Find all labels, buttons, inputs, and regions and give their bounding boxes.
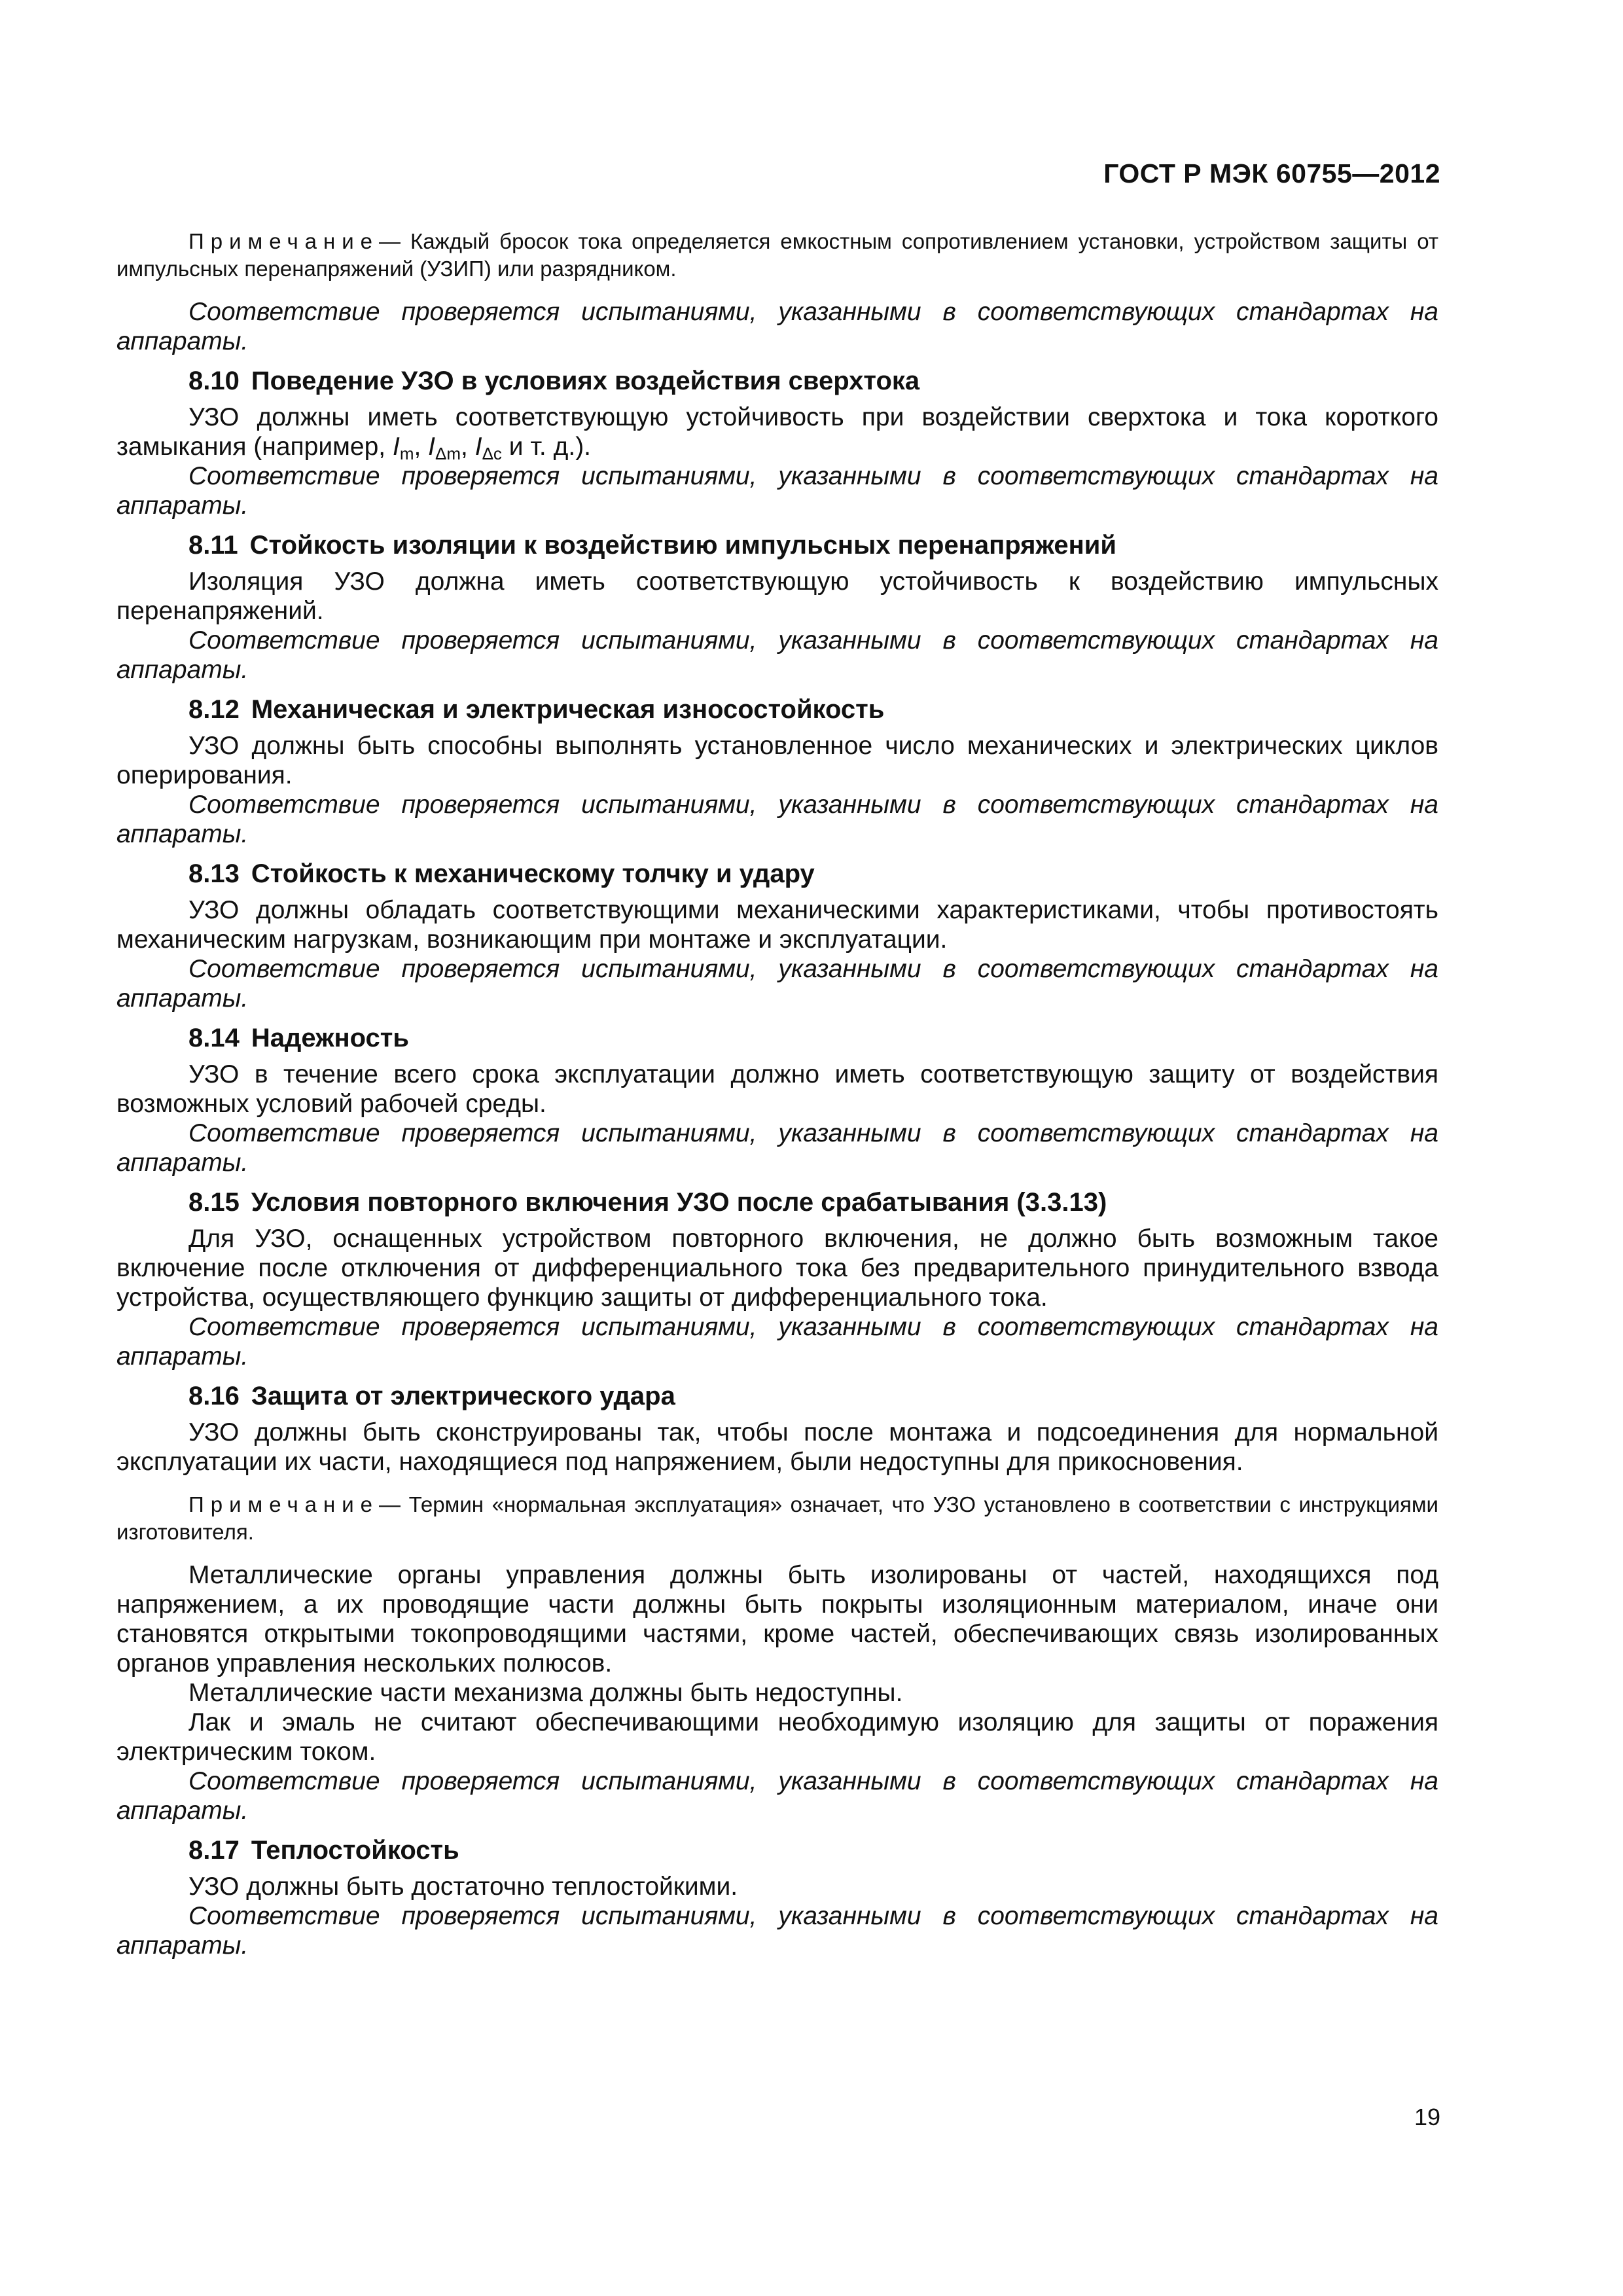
compliance-statement: Соответствие проверяется испытаниями, указанными в соответствующих стандартах на аппараты. bbox=[116, 1313, 1438, 1371]
section-number: 8.10 bbox=[188, 367, 240, 395]
section-heading-8-17 bbox=[116, 1836, 1438, 1865]
section-body: Лак и эмаль не считают обеспечивающими необходимую изоляцию для защиты от поражения электрическим током. bbox=[116, 1708, 1438, 1766]
section-title: Поведение УЗО в условиях воздействия сверхтока bbox=[251, 367, 920, 395]
section-body: УЗО должны быть сконструированы так, чтобы после монтажа и подсоединения для нормальной эксплуатации их части, находящиеся под напряжением, были недоступны для прикосновения. bbox=[116, 1418, 1438, 1476]
section-body: Изоляция УЗО должна иметь соответствующую устойчивость к воздействию импульсных перенапряжений. bbox=[116, 567, 1438, 625]
section-title: Стойкость к механическому толчку и удару bbox=[251, 859, 815, 888]
section-body: УЗО должны быть способны выполнять установленное число механических и электрических циклов оперирования. bbox=[116, 732, 1438, 789]
section-body: Металлические органы управления должны быть изолированы от частей, находящихся под напряжением, а их проводящие части должны быть покрыты изоляционным материалом, иначе они становятся открытыми токопроводящими частями, кроме частей, обеспечивающих связь изолированных органов управления нескольких полюсов. bbox=[116, 1561, 1438, 1677]
compliance-statement: Соответствие проверяется испытаниями, указанными в соответствующих стандартах на аппараты. bbox=[116, 1119, 1438, 1177]
note-label: Примечание bbox=[188, 229, 380, 253]
section-heading-8-16 bbox=[116, 1382, 1438, 1411]
section-title: Стойкость изоляции к воздействию импульсных перенапряжений bbox=[249, 531, 1116, 560]
symbol: I bbox=[474, 433, 482, 461]
compliance-statement: Соответствие проверяется испытаниями, указанными в соответствующих стандартах на аппараты. bbox=[116, 462, 1438, 520]
section-number: 8.14 bbox=[188, 1024, 240, 1052]
body-text: и т. д.). bbox=[501, 433, 592, 461]
note-text: — Термин «нормальная эксплуатация» означает, что УЗО установлено в соответствии с инструкциями изготовителя. bbox=[116, 1492, 1438, 1544]
section-number: 8.13 bbox=[188, 859, 240, 888]
subscript: Δm bbox=[435, 444, 461, 463]
compliance-statement: Соответствие проверяется испытаниями, указанными в соответствующих стандартах на аппараты. bbox=[116, 791, 1438, 848]
symbol: I bbox=[392, 433, 400, 461]
section-title: Условия повторного включения УЗО после срабатывания (3.3.13) bbox=[251, 1188, 1107, 1217]
subscript: Δc bbox=[482, 444, 502, 463]
section-heading-8-15 bbox=[116, 1188, 1438, 1217]
page-body bbox=[116, 228, 1438, 1960]
section-heading-8-14 bbox=[116, 1024, 1438, 1053]
note-paragraph bbox=[116, 228, 1438, 283]
section-number: 8.17 bbox=[188, 1836, 240, 1865]
page-number: 19 bbox=[1414, 2104, 1440, 2130]
section-number: 8.16 bbox=[188, 1382, 240, 1410]
compliance-statement: Соответствие проверяется испытаниями, указанными в соответствующих стандартах на аппараты. bbox=[116, 298, 1438, 355]
body-text: УЗО должны иметь соответствующую устойчивость при воздействии сверхтока и тока короткого замыкания (например, bbox=[116, 403, 1438, 461]
section-body: УЗО должны быть достаточно теплостойкими. bbox=[188, 1873, 738, 1901]
section-body bbox=[116, 403, 1438, 461]
section-heading-8-11 bbox=[116, 531, 1438, 560]
section-title: Механическая и электрическая износостойкость bbox=[251, 695, 885, 724]
section-body: УЗО должны обладать соответствующими механическими характеристиками, чтобы противостоять механическим нагрузкам, возникающим при монтаже и эксплуатации. bbox=[116, 896, 1438, 954]
section-title: Теплостойкость bbox=[251, 1836, 459, 1865]
section-body: Для УЗО, оснащенных устройством повторного включения, не должно быть возможным такое включение после отключения от дифференциального тока без предварительного принудительного взвода устройства, осуществляющего функцию защиты от дифференциального тока. bbox=[116, 1225, 1438, 1312]
section-number: 8.12 bbox=[188, 695, 240, 724]
section-body: УЗО в течение всего срока эксплуатации должно иметь соответствующую защиту от воздействия возможных условий рабочей среды. bbox=[116, 1060, 1438, 1118]
compliance-statement: Соответствие проверяется испытаниями, указанными в соответствующих стандартах на аппараты. bbox=[116, 1767, 1438, 1825]
symbol: I bbox=[428, 433, 436, 461]
compliance-statement: Соответствие проверяется испытаниями, указанными в соответствующих стандартах на аппараты. bbox=[116, 626, 1438, 684]
separator: , bbox=[461, 433, 475, 461]
separator: , bbox=[414, 433, 429, 461]
note-paragraph bbox=[116, 1491, 1438, 1546]
section-number: 8.15 bbox=[188, 1188, 240, 1217]
section-title: Защита от электрического удара bbox=[251, 1382, 675, 1410]
section-heading-8-13 bbox=[116, 859, 1438, 889]
standard-designation: ГОСТ Р МЭК 60755—2012 bbox=[1103, 158, 1440, 188]
note-label: Примечание bbox=[188, 1492, 380, 1516]
section-body: Металлические части механизма должны быть недоступны. bbox=[188, 1679, 903, 1707]
compliance-statement: Соответствие проверяется испытаниями, указанными в соответствующих стандартах на аппараты. bbox=[116, 955, 1438, 1013]
section-heading-8-10 bbox=[116, 367, 1438, 396]
section-number: 8.11 bbox=[188, 531, 238, 560]
note-text: — Каждый бросок тока определяется емкостным сопротивлением установки, устройством защиты от импульсных перенапряжений (УЗИП) или разрядником. bbox=[116, 229, 1438, 281]
subscript: m bbox=[399, 444, 414, 463]
compliance-statement: Соответствие проверяется испытаниями, указанными в соответствующих стандартах на аппараты. bbox=[116, 1902, 1438, 1960]
section-heading-8-12 bbox=[116, 695, 1438, 725]
section-title: Надежность bbox=[251, 1024, 409, 1052]
